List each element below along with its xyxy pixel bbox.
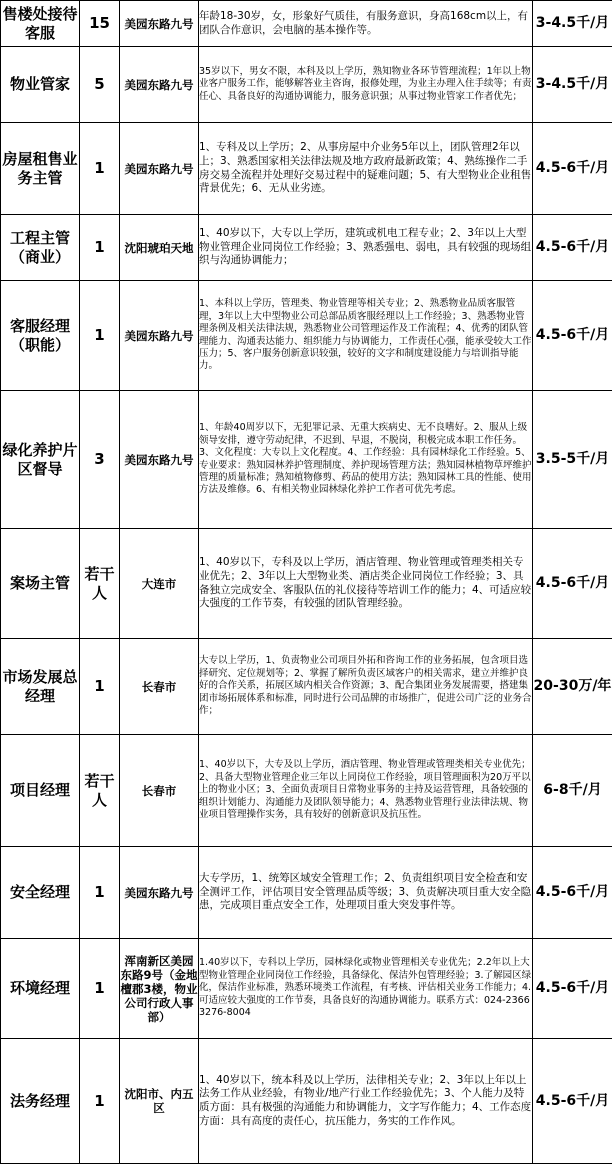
job-requirements: 大专学历，1、统筹区域安全管理工作；2、负责组织项目安全检查和安全测评工作，评估项目安全管理品质等级；3、负责解决项目重大安全隐患，完成项目重点安全工作，处理项目重大突发事件等。 (199, 847, 533, 939)
salary: 20-30万/年 (533, 639, 612, 735)
job-title: 市场发展总经理 (1, 639, 80, 735)
work-location: 美园东路九号 (120, 123, 199, 215)
job-requirements: 1、40岁以下，统本科及以上学历，法律相关专业；2、3年以上年以上法务工作从业经验，有物业/地产行业工作经验优先；3、个人能力及特质方面：具有极强的沟通能力和协调能力，文字写作能力；4、工作态度方面：具有高度的责任心，抗压能力，务实的工作作风。 (199, 1039, 533, 1164)
headcount: 1 (80, 847, 120, 939)
salary: 4.5-6千/月 (533, 215, 612, 281)
salary: 4.5-6千/月 (533, 939, 612, 1039)
work-location: 沈阳琥珀天地 (120, 215, 199, 281)
job-requirements: 1、年龄40周岁以下，无犯罪记录、无重大疾病史、无不良嗜好。2、服从上级领导安排，遵守劳动纪律，不迟到、早退，不脱岗，积极完成本职工作任务。3、文化程度：大专以上文化程度。4、工作经验：具有园林绿化工作经验。5、专业要求：熟知园林养护管理制度、养护现场管理方法；熟知园林植物草坪维护管理的质量标准；熟知植物修剪、药品的使用方法；熟知园林工具的性能、使用方法及维修。6、有相关物业园林绿化养护工作者可优先考虑。 (199, 391, 533, 529)
headcount: 1 (80, 215, 120, 281)
job-title: 客服经理（职能） (1, 281, 80, 391)
job-title: 房屋租售业务主管 (1, 123, 80, 215)
work-location: 长春市 (120, 735, 199, 847)
job-title: 售楼处接待客服 (1, 1, 80, 47)
table-row (1, 1039, 612, 1164)
table-row (1, 847, 612, 939)
job-requirements: 1、40岁以下，大专及以上学历，酒店管理、物业管理或管理类相关专业优先；2、具备大型物业管理企业三年以上同岗位工作经验，项目管理面积为20万平以上的物业小区；3、全面负责项目日常物业事务的主持及运营管理，具备较强的组织计划能力、沟通能力及团队领导能力；4、熟悉物业管理行业法律法规、物业项目管理操作实务，具有较好的创新意识及抗压性。 (199, 735, 533, 847)
work-location: 大连市 (120, 529, 199, 639)
headcount: 15 (80, 1, 120, 47)
job-title: 法务经理 (1, 1039, 80, 1164)
job-title: 物业管家 (1, 47, 80, 123)
job-requirements: 大专以上学历，1、负责物业公司项目外拓和咨询工作的业务拓展，包含项目选择研究、定位规划等；2、掌握了解所负责区域客户的相关需求，建立并维护良好的合作关系，拓展区域内相关合作资源；3、配合集团业务发展需要，搭建集团市场拓展体系和标准，同时进行公司品牌的市场推广，促进公司广泛的业务合作； (199, 639, 533, 735)
job-requirements: 35岁以下，男女不限，本科及以上学历，熟知物业各环节管理流程；1年以上物业客户服务工作，能够解答业主咨询，报修处理，为业主办理入住手续等；有责任心、具备良好的沟通协调能力，服务意识强；从事过物业管家工作者优先； (199, 47, 533, 123)
table-row (1, 1, 612, 47)
table-row (1, 735, 612, 847)
job-title: 工程主管（商业） (1, 215, 80, 281)
table-row (1, 215, 612, 281)
salary: 3-4.5千/月 (533, 1, 612, 47)
table-row (1, 281, 612, 391)
work-location: 长春市 (120, 639, 199, 735)
salary: 4.5-6千/月 (533, 847, 612, 939)
table-row (1, 639, 612, 735)
job-title: 案场主管 (1, 529, 80, 639)
work-location: 美园东路九号 (120, 847, 199, 939)
job-requirements: 1.40岁以下，专科以上学历，园林绿化或物业管理相关专业优先；2.2年以上大型物业管理企业同岗位工作经验，具备绿化、保洁外包管理经验；3.了解园区绿化，保洁作业标准，熟悉环境类工作流程，有考核、评估相关业务工作能力；4.可适应较大强度的工作节奏，具备良好的沟通协调能力。联系方式：024-23663276-8004 (199, 939, 533, 1039)
salary: 4.5-6千/月 (533, 123, 612, 215)
table-row (1, 391, 612, 529)
headcount: 1 (80, 281, 120, 391)
work-location: 美园东路九号 (120, 1, 199, 47)
job-requirements: 1、专科及以上学历；2、从事房屋中介业务5年以上，团队管理2年以上；3、熟悉国家相关法律法规及地方政府最新政策；4、熟练操作二手房交易全流程并处理好交易过程中的疑难问题；5、有大型物业企业租售背景优先；6、无从业劣迹。 (199, 123, 533, 215)
headcount: 若干人 (80, 735, 120, 847)
table-row (1, 123, 612, 215)
work-location: 浑南新区美园东路9号（金地檀郡3楼，物业公司行政人事部） (120, 939, 199, 1039)
job-title: 环境经理 (1, 939, 80, 1039)
salary: 6-8千/月 (533, 735, 612, 847)
salary: 4.5-6千/月 (533, 529, 612, 639)
job-title: 安全经理 (1, 847, 80, 939)
work-location: 美园东路九号 (120, 47, 199, 123)
salary: 4.5-6千/月 (533, 1039, 612, 1164)
table-row (1, 939, 612, 1039)
job-title: 项目经理 (1, 735, 80, 847)
job-requirements: 1、40岁以下，大专以上学历，建筑或机电工程专业；2、3年以上大型物业管理企业同岗位工作经验；3、熟悉强电、弱电，具有较强的现场组织与沟通协调能力； (199, 215, 533, 281)
work-location: 沈阳市、内五区 (120, 1039, 199, 1164)
headcount: 1 (80, 123, 120, 215)
job-requirements: 1、本科以上学历，管理类、物业管理等相关专业；2、熟悉物业品质客服管理，3年以上大中型物业公司总部品质客服经理以上工作经验；3、熟悉物业管理条例及相关法律法规，熟悉物业公司管理运作及工作流程；4、优秀的团队管理能力、沟通表达能力、组织能力与协调能力，工作责任心强，能承受较大工作压力；5、客户服务创新意识较强，较好的文字和制度建设能力与培训指导能力。 (199, 281, 533, 391)
headcount: 5 (80, 47, 120, 123)
table-row (1, 529, 612, 639)
work-location: 美园东路九号 (120, 281, 199, 391)
salary: 3.5-5千/月 (533, 391, 612, 529)
job-requirements: 1、40岁以下，专科及以上学历，酒店管理、物业管理或管理类相关专业优先；2、3年以上大型物业类、酒店类企业同岗位工作经验；3、具备独立完成安全、客服队伍的礼仪接待等培训工作的能力；4、可适应较大强度的工作节奏，有较强的团队管理经验。 (199, 529, 533, 639)
headcount: 1 (80, 639, 120, 735)
headcount: 1 (80, 1039, 120, 1164)
salary: 3-4.5千/月 (533, 47, 612, 123)
headcount: 3 (80, 391, 120, 529)
work-location: 美园东路九号 (120, 391, 199, 529)
job-requirements: 年龄18-30岁，女，形象好气质佳，有服务意识，身高168cm以上，有团队合作意识，会电脑的基本操作等。 (199, 1, 533, 47)
headcount: 若干人 (80, 529, 120, 639)
table-row (1, 47, 612, 123)
headcount: 1 (80, 939, 120, 1039)
job-title: 绿化养护片区督导 (1, 391, 80, 529)
salary: 4.5-6千/月 (533, 281, 612, 391)
